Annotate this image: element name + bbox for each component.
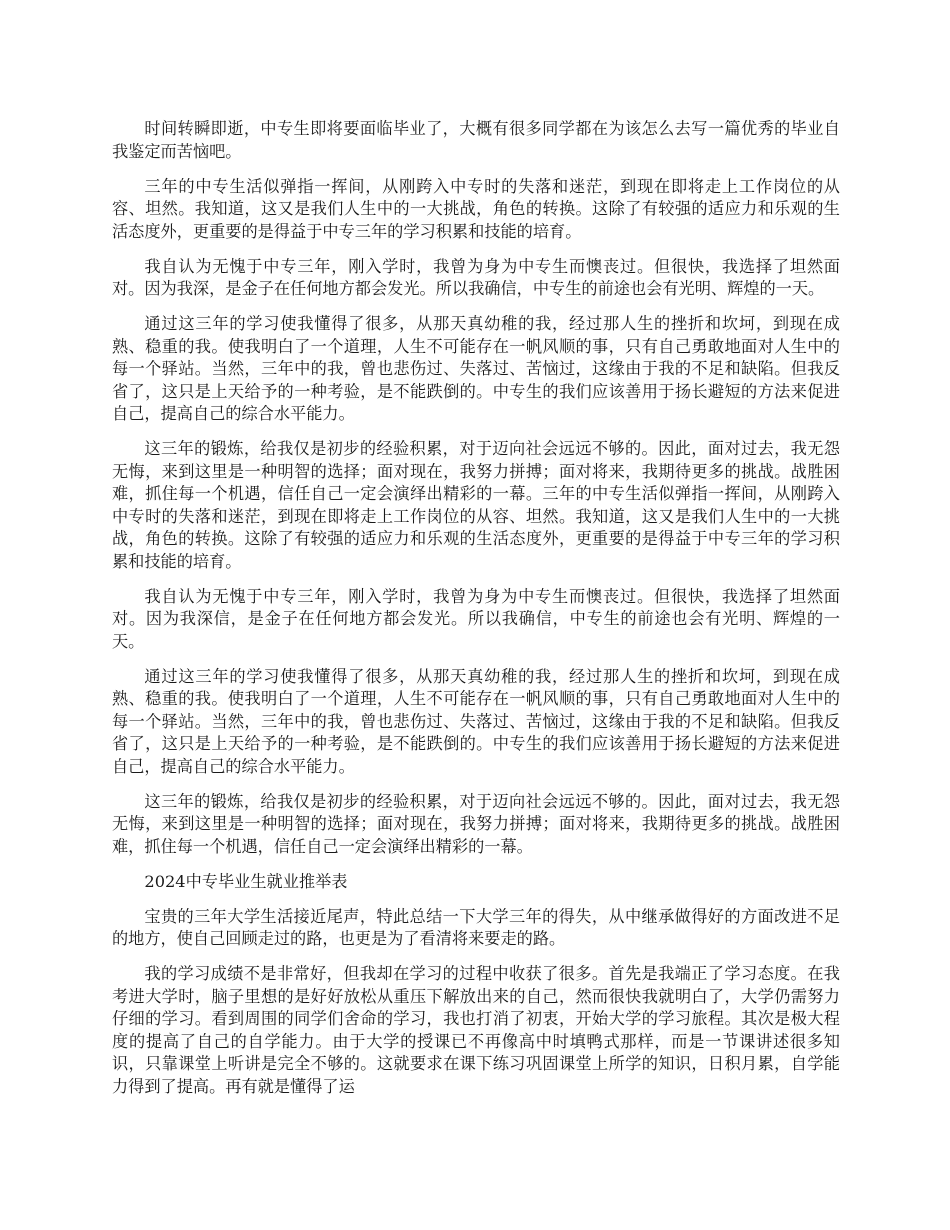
paragraph-10: 我的学习成绩不是非常好，但我却在学习的过程中收获了很多。首先是我端正了学习态度。在我考进大学时，脑子里想的是好好放松从重压下解放出来的自己，然而很快我就明白了，大学仍需努力仔细的学习。看到周围的同学们舍命的学习，我也打消了初衷，开始大学的学习旅程。其次是极大程度的提高了自己的自学能力。由于大学的授课已不再像高中时填鸭式那样，而是一节课讲述很多知识，只靠课堂上听讲是完全不够的。这就要求在课下练习巩固课堂上所学的知识，日积月累，自学能力得到了提高。再有就是懂得了运 <box>112 964 840 1096</box>
paragraph-9: 宝贵的三年大学生活接近尾声，特此总结一下大学三年的得失，从中继承做得好的方面改进不足的地方，使自己回顾走过的路，也更是为了看清将来要走的路。 <box>112 906 840 948</box>
paragraph-2: 三年的中专生活似弹指一挥间，从刚跨入中专时的失落和迷茫，到现在即将走上工作岗位的从容、坦然。我知道，这又是我们人生中的一大挑战，角色的转换。这除了有较强的适应力和乐观的生活态度外，更重要的是得益于中专三年的学习积累和技能的培育。 <box>112 176 840 241</box>
paragraph-6: 我自认为无愧于中专三年，刚入学时，我曾为身为中专生而懊丧过。但很快，我选择了坦然面对。因为我深信，是金子在任何地方都会发光。所以我确信，中专生的前途也会有光明、辉煌的一天。 <box>112 586 840 651</box>
paragraph-1: 时间转瞬即逝，中专生即将要面临毕业了，大概有很多同学都在为该怎么去写一篇优秀的毕业自我鉴定而苦恼吧。 <box>112 119 840 161</box>
paragraph-4: 通过这三年的学习使我懂得了很多，从那天真幼稚的我，经过那人生的挫折和坎坷，到现在成熟、稳重的我。使我明白了一个道理，人生不可能存在一帆风顺的事，只有自己勇敢地面对人生中的每一个驿站。当然，三年中的我，曾也悲伤过、失落过、苦恼过，这缘由于我的不足和缺陷。但我反省了，这只是上天给予的一种考验，是不能跌倒的。中专生的我们应该善用于扬长避短的方法来促进自己，提高自己的综合水平能力。 <box>112 314 840 423</box>
paragraph-3: 我自认为无愧于中专三年，刚入学时，我曾为身为中专生而懊丧过。但很快，我选择了坦然面对。因为我深，是金子在任何地方都会发光。所以我确信，中专生的前途也会有光明、辉煌的一天。 <box>112 256 840 298</box>
document-body <box>112 118 840 1111</box>
section-title: 2024中专毕业生就业推举表 <box>144 871 348 891</box>
paragraph-7: 通过这三年的学习使我懂得了很多，从那天真幼稚的我，经过那人生的挫折和坎坷，到现在成熟、稳重的我。使我明白了一个道理，人生不可能存在一帆风顺的事，只有自己勇敢地面对人生中的每一个驿站。当然，三年中的我，曾也悲伤过、失落过、苦恼过，这缘由于我的不足和缺陷。但我反省了，这只是上天给予的一种考验，是不能跌倒的。中专生的我们应该善用于扬长避短的方法来促进自己，提高自己的综合水平能力。 <box>112 666 840 776</box>
paragraph-5: 这三年的锻炼，给我仅是初步的经验积累，对于迈向社会远远不够的。因此，面对过去，我无怨无悔，来到这里是一种明智的选择；面对现在，我努力拼搏；面对将来，我期待更多的挑战。战胜困难，抓住每一个机遇，信任自己一定会演绎出精彩的一幕。三年的中专生活似弹指一挥间，从刚跨入中专时的失落和迷茫，到现在即将走上工作岗位的从容、坦然。我知道，这又是我们人生中的一大挑战，角色的转换。这除了有较强的适应力和乐观的生活态度外，更重要的是得益于中专三年的学习积累和技能的培育。 <box>112 439 840 571</box>
paragraph-8: 这三年的锻炼，给我仅是初步的经验积累，对于迈向社会远远不够的。因此，面对过去，我无怨无悔，来到这里是一种明智的选择；面对现在，我努力拼搏；面对将来，我期待更多的挑战。战胜困难，抓住每一个机遇，信任自己一定会演绎出精彩的一幕。 <box>112 791 840 856</box>
